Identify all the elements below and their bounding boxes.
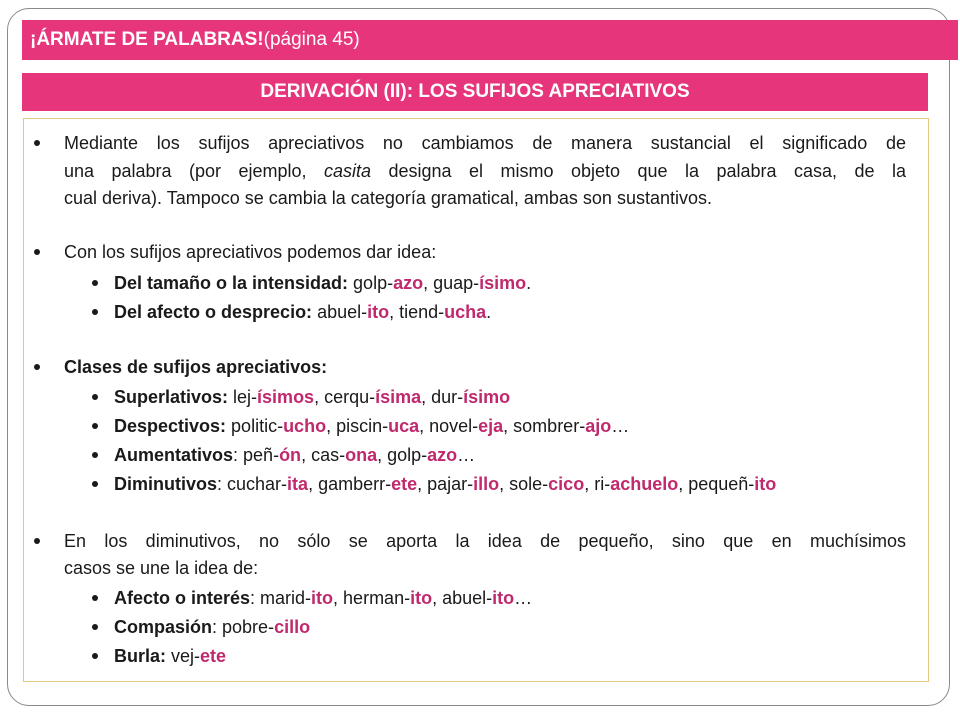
- punct: .: [486, 302, 492, 322]
- p4-line1-text: En los diminutivos, no sólo se aporta la idea de pequeño, sino que en muchísimos: [64, 531, 906, 551]
- p1-line2-b: designa el mismo objeto que la palabra casa, de la: [371, 161, 906, 181]
- root: , tiend-: [389, 302, 445, 322]
- root: : cuchar-: [217, 474, 288, 494]
- suffix: azo: [427, 445, 458, 465]
- bullet-icon: [34, 249, 40, 255]
- p3-intro-text: Clases de sufijos apreciativos:: [64, 357, 328, 377]
- root: , novel-: [419, 416, 479, 436]
- suffix: uca: [388, 416, 420, 436]
- bullet-icon: [92, 423, 98, 429]
- label: Diminutivos: [114, 474, 218, 494]
- root: : peñ-: [233, 445, 280, 465]
- suffix: ón: [279, 445, 302, 465]
- bullet-icon: [92, 481, 98, 487]
- punct: .: [526, 273, 532, 293]
- punct: …: [514, 588, 533, 608]
- suffix: ita: [287, 474, 309, 494]
- p2-item-size: [114, 269, 531, 297]
- bullet-icon: [92, 452, 98, 458]
- root: : marid-: [250, 588, 312, 608]
- p1-line2-italic: casita: [324, 161, 372, 181]
- suffix: achuelo: [610, 474, 679, 494]
- bullet-icon: [92, 280, 98, 286]
- punct: …: [457, 445, 476, 465]
- p3-item-aumentativos: [114, 441, 475, 469]
- suffix: eja: [478, 416, 504, 436]
- suffix: ito: [311, 588, 334, 608]
- root: politic-: [226, 416, 284, 436]
- label: Del afecto o desprecio:: [114, 302, 313, 322]
- suffix: ito: [367, 302, 390, 322]
- p4-item-burla: [114, 642, 226, 670]
- label: Superlativos:: [114, 387, 229, 407]
- bullet-icon: [92, 394, 98, 400]
- bullet-icon: [92, 309, 98, 315]
- root: , dur-: [421, 387, 464, 407]
- suffix: ísimo: [479, 273, 527, 293]
- root: vej-: [166, 646, 201, 666]
- root: , abuel-: [432, 588, 493, 608]
- root: , herman-: [333, 588, 411, 608]
- punct: …: [611, 416, 630, 436]
- suffix: ito: [492, 588, 515, 608]
- root: , golp-: [377, 445, 428, 465]
- label: Afecto o interés: [114, 588, 251, 608]
- suffix: ito: [754, 474, 777, 494]
- root: golp-: [348, 273, 394, 293]
- suffix: ete: [200, 646, 227, 666]
- p3-item-diminutivos: [114, 470, 776, 498]
- p3-item-superlativos: [114, 383, 510, 411]
- root: abuel-: [312, 302, 368, 322]
- suffix: ísima: [375, 387, 422, 407]
- p1-line3: [64, 184, 712, 212]
- title-bar: [22, 20, 958, 60]
- suffix: ísimos: [257, 387, 315, 407]
- label: Aumentativos: [114, 445, 234, 465]
- p1-line3-text: cual deriva). Tampoco se cambia la categoría gramatical, ambas son sustantivos.: [64, 188, 712, 208]
- suffix: ona: [345, 445, 378, 465]
- suffix: azo: [393, 273, 424, 293]
- p2-item-affect: [114, 298, 491, 326]
- subtitle-text: DERIVACIÓN (II): LOS SUFIJOS APRECIATIVOS: [260, 81, 690, 102]
- p4-line1: [64, 527, 906, 555]
- suffix: illo: [473, 474, 500, 494]
- root: lej-: [228, 387, 258, 407]
- root: , cas-: [301, 445, 346, 465]
- p1-line2: [64, 157, 906, 185]
- bullet-icon: [34, 364, 40, 370]
- suffix: ísimo: [463, 387, 511, 407]
- bullet-icon: [92, 624, 98, 630]
- p4-item-afecto: [114, 584, 532, 612]
- title-main: ¡ÁRMATE DE PALABRAS!: [30, 29, 264, 50]
- root: , pequeñ-: [678, 474, 755, 494]
- p4-line2-text: casos se une la idea de:: [64, 558, 259, 578]
- p1-line2-a: una palabra (por ejemplo,: [64, 161, 325, 181]
- suffix: ucha: [444, 302, 487, 322]
- root: , sombrer-: [503, 416, 586, 436]
- bullet-icon: [92, 595, 98, 601]
- root: , cerqu-: [314, 387, 376, 407]
- p2-intro: [64, 238, 436, 266]
- p3-intro: [64, 353, 327, 381]
- bullet-icon: [34, 538, 40, 544]
- root: , ri-: [584, 474, 611, 494]
- p1-line1: [64, 129, 906, 157]
- subtitle-bar: [22, 73, 928, 111]
- bullet-icon: [34, 140, 40, 146]
- suffix: ito: [410, 588, 433, 608]
- suffix: ajo: [585, 416, 612, 436]
- suffix: ucho: [283, 416, 327, 436]
- title-page: (página 45): [263, 29, 360, 50]
- label: Compasión: [114, 617, 213, 637]
- suffix: cico: [548, 474, 585, 494]
- p1-line1-text: Mediante los sufijos apreciativos no cambiamos de manera sustancial el significado de: [64, 133, 906, 153]
- content-box: [23, 118, 929, 682]
- root: , pajar-: [417, 474, 474, 494]
- label: Del tamaño o la intensidad:: [114, 273, 349, 293]
- bullet-icon: [92, 653, 98, 659]
- suffix: ete: [391, 474, 418, 494]
- label: Burla:: [114, 646, 167, 666]
- root: , guap-: [423, 273, 480, 293]
- p2-intro-text: Con los sufijos apreciativos podemos dar idea:: [64, 242, 437, 262]
- label: Despectivos:: [114, 416, 227, 436]
- root: : pobre-: [212, 617, 275, 637]
- root: , gamberr-: [308, 474, 392, 494]
- p4-line2: [64, 554, 258, 582]
- root: , sole-: [499, 474, 549, 494]
- suffix: cillo: [274, 617, 311, 637]
- root: , piscin-: [326, 416, 389, 436]
- p3-item-despectivos: [114, 412, 629, 440]
- p4-item-compasion: [114, 613, 310, 641]
